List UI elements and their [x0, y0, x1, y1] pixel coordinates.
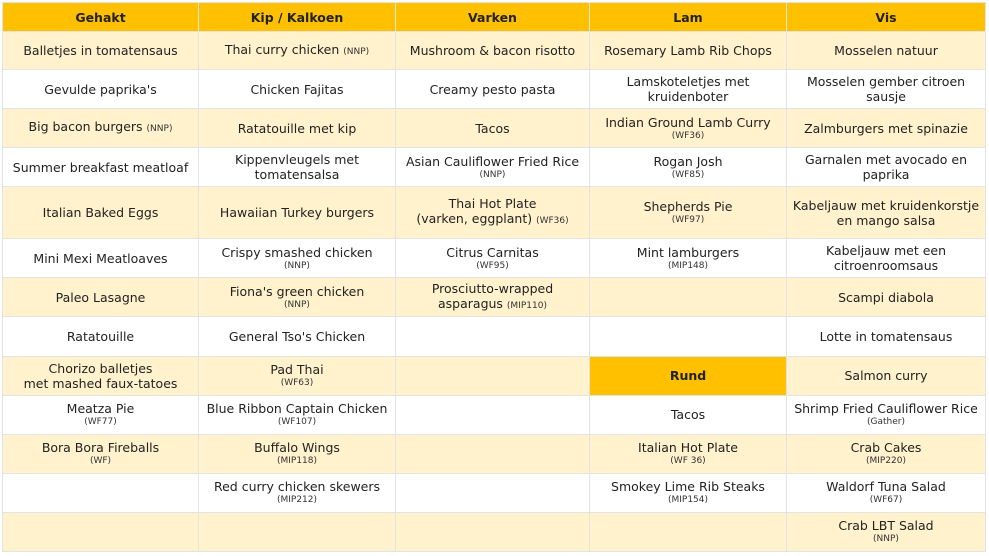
- cell-kip-kalkoen: [199, 395, 396, 434]
- dish-name: Garnalen met avocado en paprika: [804, 152, 968, 183]
- dish-name: Buffalo Wings: [254, 440, 340, 456]
- dish-name: Fiona's green chicken: [229, 283, 365, 299]
- dish-name: Paleo Lasagne: [55, 289, 146, 305]
- cell-varken: [396, 473, 590, 512]
- cell-lam: [590, 148, 787, 187]
- cell-gehakt: [3, 395, 199, 434]
- header-row: [3, 3, 986, 32]
- cell-lam: [590, 434, 787, 473]
- table-row: [3, 148, 986, 187]
- cell-lam: [590, 109, 787, 148]
- cell-kip-kalkoen: [199, 187, 396, 239]
- dish-name: Mint lamburgers: [636, 244, 740, 260]
- dish-name: Pad Thai: [270, 362, 324, 378]
- dish-name: Italian Hot Plate: [638, 440, 738, 456]
- dish-name: Meatza Pie: [66, 401, 135, 417]
- source-tag: (NNP): [284, 260, 310, 271]
- cell-lam: [590, 187, 787, 239]
- dish-name: Ratatouille met kip: [237, 120, 357, 136]
- cell-varken: [396, 239, 590, 278]
- dish-name: Rosemary Lamb Rib Chops: [604, 43, 772, 59]
- table-row: [3, 70, 986, 109]
- cell-varken: [396, 148, 590, 187]
- cell-vis: [787, 148, 986, 187]
- cell-lam: [590, 317, 787, 356]
- cell-varken: [396, 32, 590, 70]
- dish-name: Mosselen gember citroen sausje: [806, 74, 966, 105]
- cell-kip-kalkoen: [199, 356, 396, 395]
- source-tag: (NNP): [284, 299, 310, 310]
- cell-kip-kalkoen: [199, 512, 396, 551]
- dish-name: Rogan Josh: [653, 153, 723, 169]
- dish-name: Shepherds Pie: [643, 199, 733, 215]
- dish-name: Kabeljauw met een citroenroomsaus: [825, 243, 947, 274]
- dish-name: Blue Ribbon Captain Chicken: [206, 401, 388, 417]
- source-tag: (WF85): [671, 169, 705, 180]
- source-tag: (MIP220): [865, 456, 907, 467]
- column-header-varken: Varken: [396, 3, 590, 32]
- dish-name: Zalmburgers met spinazie: [804, 120, 968, 136]
- cell-lam: [590, 278, 787, 317]
- cell-vis: [787, 187, 986, 239]
- source-tag: (WF77): [84, 417, 117, 428]
- source-tag: (MIP212): [276, 495, 318, 506]
- dish-name: Hawaiian Turkey burgers: [219, 205, 375, 221]
- source-tag: (NNP): [343, 46, 370, 57]
- dish-name: Citrus Carnitas: [446, 244, 539, 260]
- cell-gehakt: [3, 187, 199, 239]
- cell-varken: [396, 70, 590, 109]
- column-header-gehakt: Gehakt: [3, 3, 199, 32]
- dish-name: Kippenvleugels met tomatensalsa: [235, 152, 359, 183]
- dish-name: General Tso's Chicken: [228, 329, 366, 344]
- cell-kip-kalkoen: [199, 434, 396, 473]
- dish-name: Tacos: [475, 120, 510, 136]
- table-row: [3, 32, 986, 70]
- table-row: [3, 317, 986, 356]
- table-row: [3, 109, 986, 148]
- dish-name: Gevulde paprika's: [44, 81, 157, 97]
- cell-kip-kalkoen: [199, 109, 396, 148]
- dish-name: Thai curry chicken: [224, 41, 340, 57]
- cell-gehakt: [3, 70, 199, 109]
- table-row: [3, 512, 986, 551]
- dish-name: Crispy smashed chicken: [221, 244, 373, 260]
- cell-varken: [396, 187, 590, 239]
- table-row: [3, 278, 986, 317]
- dish-name: Indian Ground Lamb Curry: [605, 114, 771, 130]
- source-tag: (MIP148): [667, 260, 709, 271]
- cell-gehakt: [3, 109, 199, 148]
- cell-varken: [396, 278, 590, 317]
- cell-varken: [396, 317, 590, 356]
- column-header-kip-kalkoen: Kip / Kalkoen: [199, 3, 396, 32]
- dish-name: Chorizo balletjes: [48, 360, 153, 376]
- table-row: [3, 239, 986, 278]
- dish-name: Mosselen natuur: [834, 43, 938, 59]
- source-tag: (WF107): [277, 417, 317, 428]
- dish-name: Summer breakfast meatloaf: [12, 159, 189, 175]
- dish-name: Creamy pesto pasta: [429, 81, 556, 97]
- cell-vis: [787, 70, 986, 109]
- cell-vis: [787, 395, 986, 434]
- cell-vis: [787, 278, 986, 317]
- cell-gehakt: [3, 434, 199, 473]
- source-tag: (MIP118): [276, 456, 318, 467]
- dish-name: Tacos: [670, 407, 706, 423]
- dish-name: Mushroom & bacon risotto: [409, 43, 576, 59]
- dish-name: Italian Baked Eggs: [42, 205, 159, 221]
- column-header-vis: Vis: [787, 3, 986, 32]
- source-tag: (NNP): [873, 534, 899, 545]
- cell-kip-kalkoen: [199, 148, 396, 187]
- dish-name: Balletjes in tomatensaus: [23, 43, 178, 59]
- dish-name-line2: met mashed faux-tatoes: [23, 375, 178, 391]
- dish-name: Ratatouille: [66, 329, 135, 344]
- dish-name: Salmon curry: [844, 368, 928, 384]
- cell-gehakt: [3, 512, 199, 551]
- dish-name: Chicken Fajitas: [250, 81, 344, 97]
- cell-vis: [787, 473, 986, 512]
- cell-varken: [396, 434, 590, 473]
- cell-gehakt: [3, 317, 199, 356]
- cell-gehakt: [3, 356, 199, 395]
- dish-name: Scampi diabola: [838, 289, 934, 305]
- dish-name: Kabeljauw met kruidenkorstje en mango salsa: [792, 197, 980, 228]
- dish-name: Lotte in tomatensaus: [819, 329, 953, 344]
- dish-name: Prosciutto-wrapped: [431, 280, 554, 296]
- dish-name: Asian Cauliflower Fried Rice: [405, 153, 580, 169]
- source-tag: (WF): [89, 456, 112, 467]
- recipe-table: [2, 2, 986, 552]
- cell-lam: [590, 395, 787, 434]
- dish-name: Shrimp Fried Cauliflower Rice: [794, 401, 978, 417]
- section-header-rund: Rund: [590, 356, 787, 395]
- source-tag: (WF 36): [670, 456, 706, 467]
- cell-gehakt: [3, 32, 199, 70]
- dish-name-line2: (varken, eggplant): [416, 211, 533, 227]
- source-tag: (WF97): [671, 215, 705, 226]
- dish-name: Waldorf Tuna Salad: [826, 479, 946, 495]
- cell-varken: [396, 109, 590, 148]
- dish-name: Smokey Lime Rib Steaks: [611, 479, 765, 495]
- dish-name: Bora Bora Fireballs: [41, 440, 160, 456]
- cell-lam: [590, 239, 787, 278]
- cell-vis: [787, 512, 986, 551]
- cell-gehakt: [3, 473, 199, 512]
- column-header-lam: Lam: [590, 3, 787, 32]
- source-tag: (WF63): [280, 378, 314, 389]
- dish-name: Red curry chicken skewers: [213, 479, 381, 495]
- dish-name: Lamskoteletjes met kruidenboter: [626, 74, 750, 105]
- cell-kip-kalkoen: [199, 473, 396, 512]
- cell-gehakt: [3, 278, 199, 317]
- table-row: [3, 356, 986, 395]
- dish-name: Thai Hot Plate: [448, 196, 537, 212]
- dish-name: Crab Cakes: [850, 440, 922, 456]
- cell-varken: [396, 512, 590, 551]
- table-body: [3, 32, 986, 552]
- source-tag: (MIP110): [506, 300, 547, 311]
- source-tag: (WF95): [476, 260, 509, 271]
- dish-name: Big bacon burgers: [28, 119, 143, 135]
- cell-kip-kalkoen: [199, 317, 396, 356]
- cell-varken: [396, 356, 590, 395]
- cell-vis: [787, 356, 986, 395]
- dish-name: Crab LBT Salad: [838, 518, 934, 534]
- cell-vis: [787, 109, 986, 148]
- cell-vis: [787, 32, 986, 70]
- cell-kip-kalkoen: [199, 70, 396, 109]
- cell-lam: [590, 70, 787, 109]
- cell-kip-kalkoen: [199, 239, 396, 278]
- source-tag: (WF36): [536, 216, 569, 227]
- cell-varken: [396, 395, 590, 434]
- source-tag: (NNP): [146, 124, 173, 135]
- cell-lam: [590, 32, 787, 70]
- dish-name-line2: asparagus: [438, 295, 503, 311]
- source-tag: (Gather): [867, 417, 905, 428]
- cell-kip-kalkoen: [199, 32, 396, 70]
- dish-name: Mini Mexi Meatloaves: [33, 250, 168, 266]
- cell-vis: [787, 434, 986, 473]
- source-tag: (WF36): [671, 130, 705, 141]
- source-tag: (WF67): [869, 495, 903, 506]
- table-row: [3, 395, 986, 434]
- table-row: [3, 473, 986, 512]
- table-row: [3, 434, 986, 473]
- source-tag: (NNP): [479, 169, 506, 180]
- cell-lam: [590, 473, 787, 512]
- cell-vis: [787, 317, 986, 356]
- source-tag: (MIP154): [667, 495, 709, 506]
- cell-lam: [590, 512, 787, 551]
- cell-kip-kalkoen: [199, 278, 396, 317]
- cell-gehakt: [3, 239, 199, 278]
- table-row: [3, 187, 986, 239]
- cell-vis: [787, 239, 986, 278]
- cell-gehakt: [3, 148, 199, 187]
